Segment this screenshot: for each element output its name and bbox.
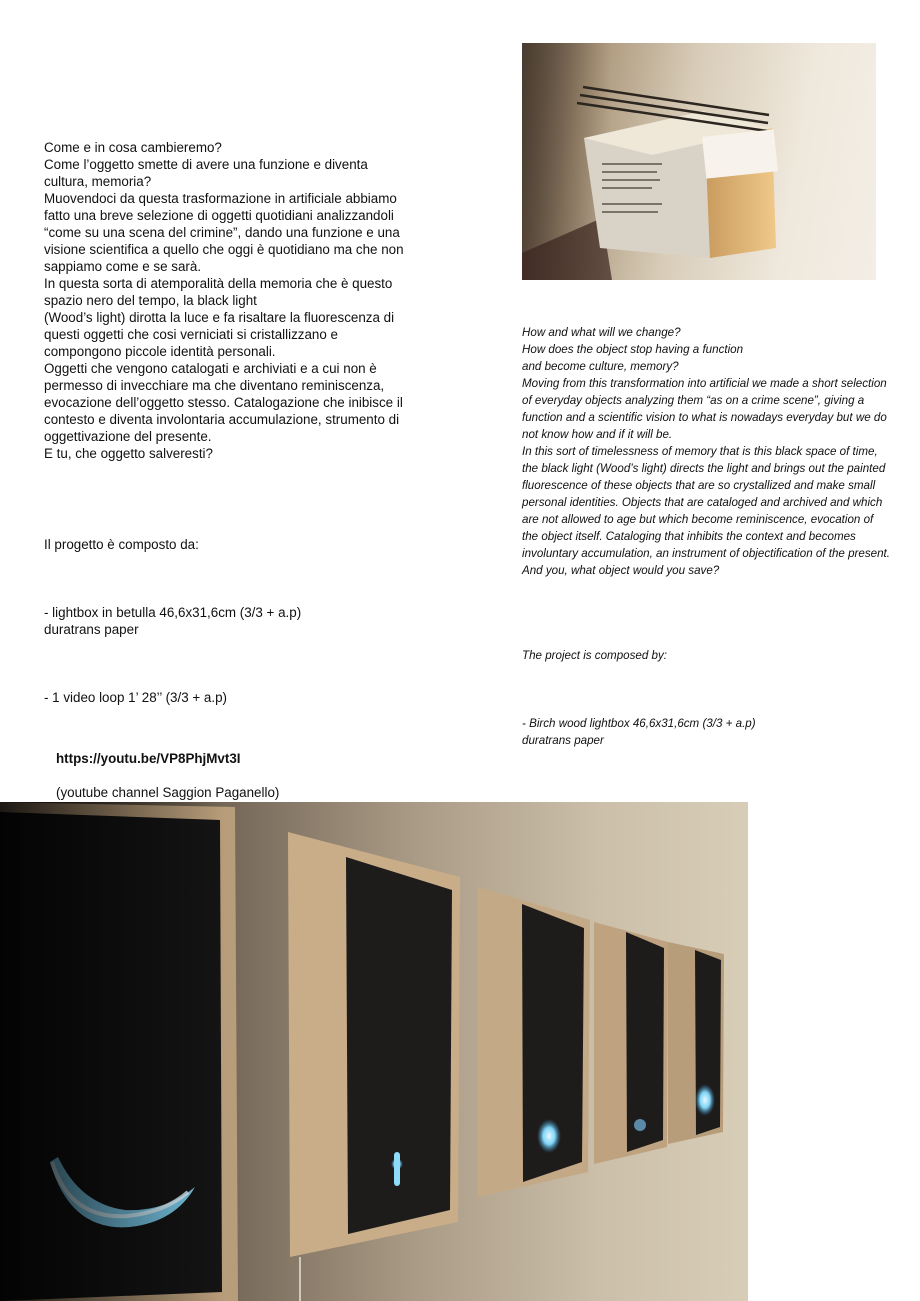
italian-project-heading: Il progetto è composto da:	[44, 537, 199, 552]
photo-lightbox-row	[0, 802, 748, 1301]
italian-item-lightbox: - lightbox in betulla 46,6x31,6cm (3/3 + a.p) duratrans paper	[44, 605, 302, 637]
english-intro: How and what will we change? How does the object stop having a function and become culture, memory? Moving from this transformation into artificial we made a short selection of everyday objects analyzing them “as on a crime scene”, giving a function and a scientific vision to what is nowadays everyday but we do not know how and if it will be. In this sort of timelessness of memory that is this black space of time, the black light (Wood’s light) directs the light and brings out the painted fluorescence of these objects that are so crystallized and make small personal identities. Objects that are cataloged and archived and which are not allowed to age but which become reminiscence, evocation of the object itself. Cataloging that inhibits the context and becomes involuntary accumulation, an instrument of objectification of the present. And you, what object would you save?	[522, 326, 890, 577]
italian-youtube-link[interactable]: https://youtu.be/VP8PhjMvt3I	[56, 751, 241, 766]
italian-intro: Come e in cosa cambieremo? Come l’oggetto smette di avere una funzione e diventa cultura, memoria? Muovendoci da questa trasformazione in artificiale abbiamo fatto una breve selezione di oggetti quotidiani analizzandoli “come su una scena del crimine”, dando una funzione e una visione scientifica a quello che oggi è quotidiano ma che non sappiamo come e se sarà. In questa sorta di atemporalità della memoria che è questo spazio nero del tempo, la black light (Wood’s light) dirotta la luce e fa risaltare la fluorescenza di questi oggetti che cosi verniciati si cristallizzano e compongono piccole identità personali. Oggetti che vengono catalogati e archiviati e a cui non è permesso di invecchiare ma che diventano reminiscenza, evocazione dell’oggetto stesso. Catalogazione che inibisce il contesto e diventa involontaria accumulazione, strumento di oggettivazione del presente. E tu, che oggetto salveresti?	[44, 140, 404, 461]
english-project-heading: The project is composed by:	[522, 649, 667, 662]
italian-item-video: - 1 video loop 1’ 28’’ (3/3 + a.p)	[44, 690, 227, 705]
italian-text-column	[44, 122, 414, 818]
photo-hanging-folder	[522, 43, 876, 280]
english-item-lightbox: - Birch wood lightbox 46,6x31,6cm (3/3 + a.p) duratrans paper	[522, 717, 756, 747]
lightbox-row-illustration	[0, 802, 748, 1301]
hanging-folder-illustration	[522, 43, 876, 280]
italian-youtube-channel: (youtube channel Saggion Paganello)	[56, 785, 280, 800]
